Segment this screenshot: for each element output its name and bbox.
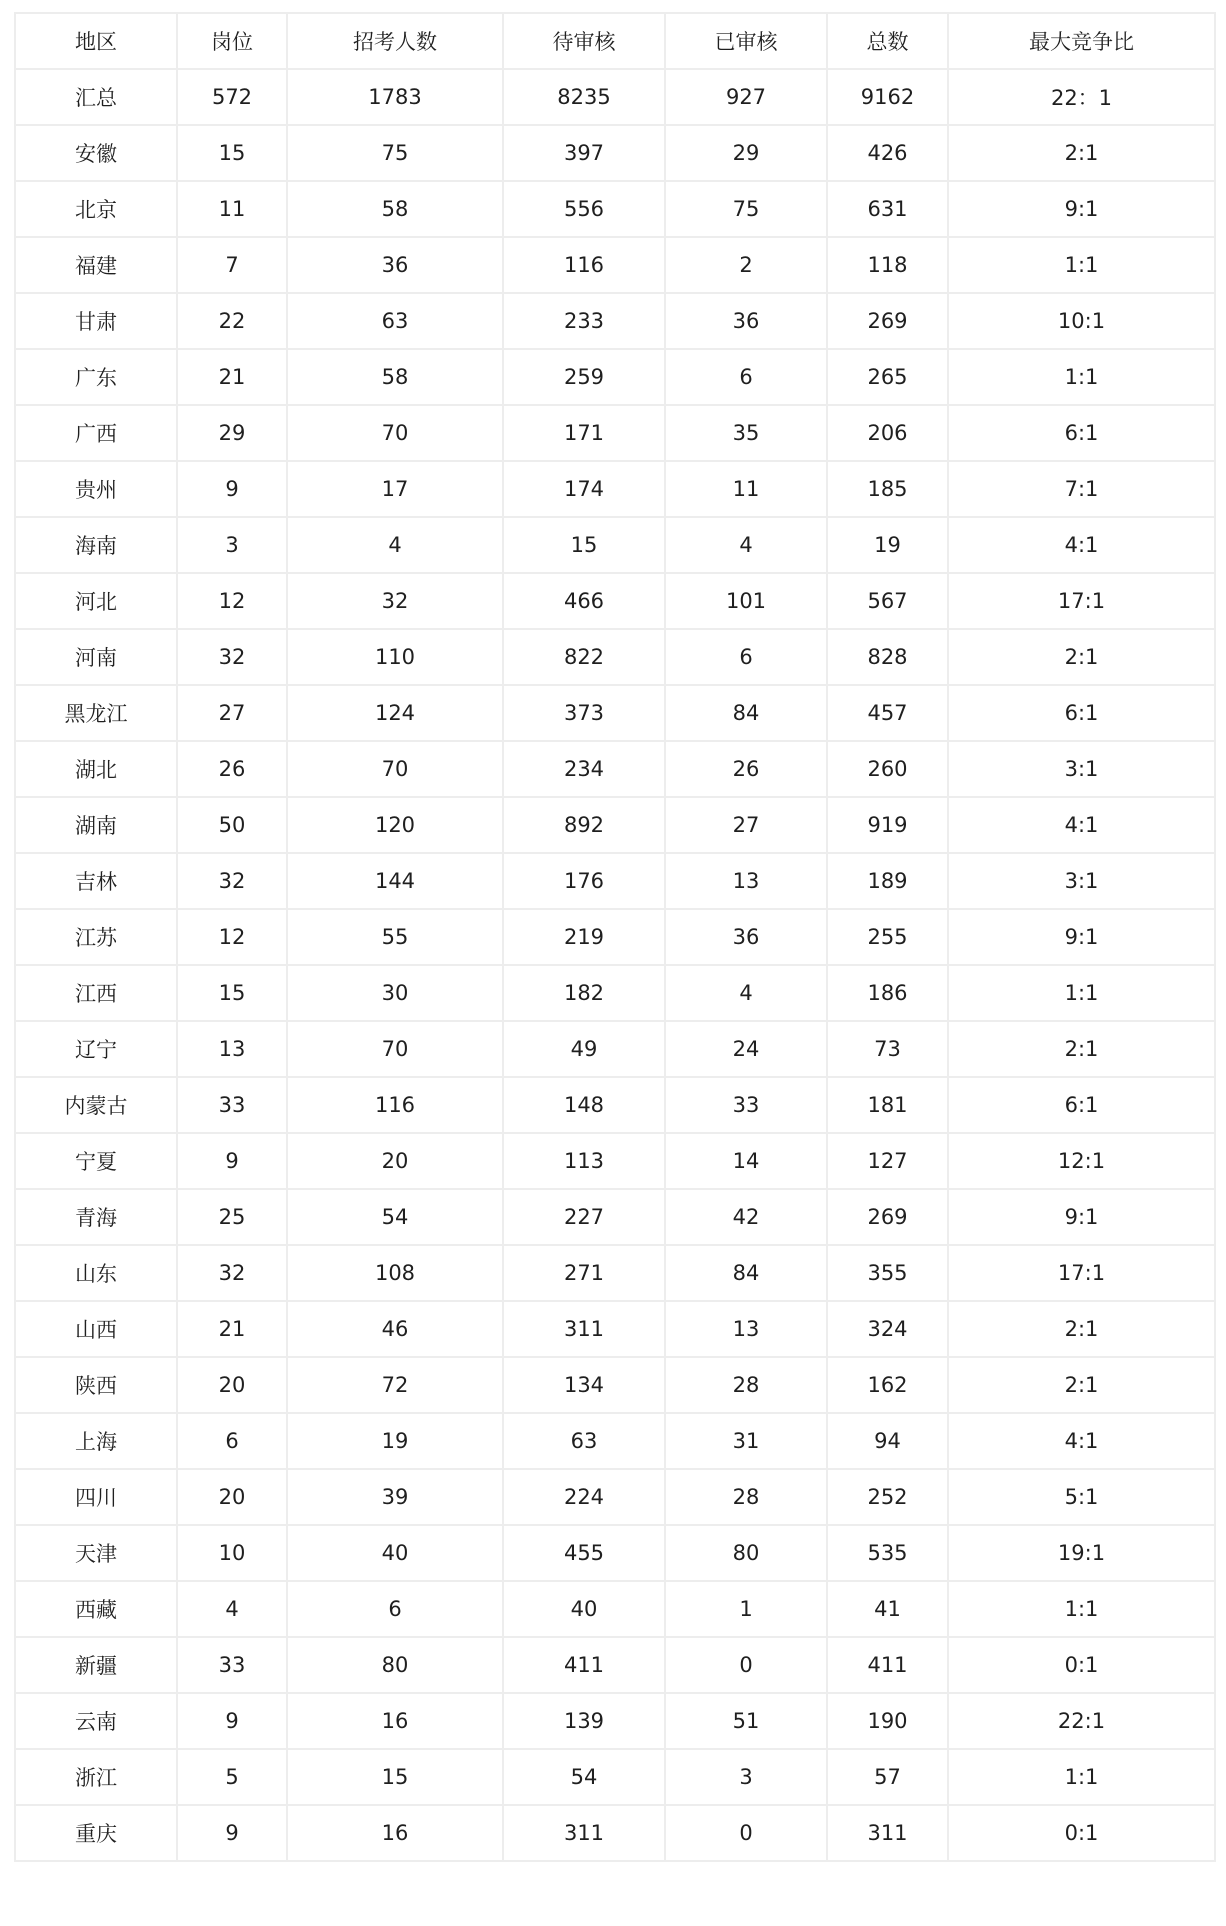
cell-reviewed: 6: [665, 629, 827, 685]
cell-quota: 16: [287, 1693, 503, 1749]
summary-row: [15, 69, 1215, 125]
cell-pending: 139: [503, 1693, 665, 1749]
cell-reviewed: 6: [665, 349, 827, 405]
cell-positions: 12: [177, 573, 287, 629]
cell-max-ratio: 1:1: [948, 1749, 1215, 1805]
cell-pending: 271: [503, 1245, 665, 1301]
cell-region: 黑龙江: [15, 685, 177, 741]
table-row: [15, 797, 1215, 853]
cell-max-ratio: 0:1: [948, 1805, 1215, 1861]
cell-positions: 7: [177, 237, 287, 293]
cell-pending: 311: [503, 1805, 665, 1861]
cell-reviewed: 24: [665, 1021, 827, 1077]
cell-reviewed: 13: [665, 1301, 827, 1357]
header-reviewed: 已审核: [665, 13, 827, 69]
cell-pending: 234: [503, 741, 665, 797]
cell-region: 宁夏: [15, 1133, 177, 1189]
cell-region: 四川: [15, 1469, 177, 1525]
cell-region: 河南: [15, 629, 177, 685]
cell-total: 631: [827, 181, 948, 237]
table-row: [15, 573, 1215, 629]
cell-max-ratio: 2:1: [948, 629, 1215, 685]
cell-reviewed: 29: [665, 125, 827, 181]
table-row: [15, 461, 1215, 517]
cell-region: 福建: [15, 237, 177, 293]
table-row: [15, 1805, 1215, 1861]
cell-region: 甘肃: [15, 293, 177, 349]
cell-reviewed: 33: [665, 1077, 827, 1133]
cell-positions: 6: [177, 1413, 287, 1469]
cell-reviewed: 51: [665, 1693, 827, 1749]
cell-positions: 50: [177, 797, 287, 853]
header-max-ratio: 最大竞争比: [948, 13, 1215, 69]
cell-quota: 6: [287, 1581, 503, 1637]
cell-max-ratio: 19:1: [948, 1525, 1215, 1581]
cell-positions: 9: [177, 1133, 287, 1189]
cell-pending: 113: [503, 1133, 665, 1189]
cell-total: 311: [827, 1805, 948, 1861]
cell-max-ratio: 2:1: [948, 1301, 1215, 1357]
cell-positions: 11: [177, 181, 287, 237]
cell-reviewed: 4: [665, 965, 827, 1021]
cell-max-ratio: 4:1: [948, 1413, 1215, 1469]
cell-reviewed: 2: [665, 237, 827, 293]
cell-max-ratio: 17:1: [948, 1245, 1215, 1301]
table-row: [15, 1021, 1215, 1077]
cell-quota: 15: [287, 1749, 503, 1805]
header-positions: 岗位: [177, 13, 287, 69]
cell-total: 919: [827, 797, 948, 853]
cell-region: 山东: [15, 1245, 177, 1301]
cell-total: 162: [827, 1357, 948, 1413]
cell-positions: 13: [177, 1021, 287, 1077]
cell-quota: 63: [287, 293, 503, 349]
table-row: [15, 349, 1215, 405]
cell-pending: 219: [503, 909, 665, 965]
cell-pending: 182: [503, 965, 665, 1021]
cell-quota: 55: [287, 909, 503, 965]
cell-region: 辽宁: [15, 1021, 177, 1077]
cell-positions: 5: [177, 1749, 287, 1805]
cell-reviewed: 27: [665, 797, 827, 853]
cell-positions: 29: [177, 405, 287, 461]
cell-pending: 373: [503, 685, 665, 741]
cell-region: 河北: [15, 573, 177, 629]
cell-positions: 33: [177, 1077, 287, 1133]
table-row: [15, 1189, 1215, 1245]
cell-quota: 80: [287, 1637, 503, 1693]
table-row: [15, 1357, 1215, 1413]
cell-quota: 54: [287, 1189, 503, 1245]
cell-pending: 892: [503, 797, 665, 853]
cell-total: 260: [827, 741, 948, 797]
cell-total: 324: [827, 1301, 948, 1357]
cell-reviewed: 84: [665, 1245, 827, 1301]
cell-region: 上海: [15, 1413, 177, 1469]
cell-reviewed: 28: [665, 1469, 827, 1525]
cell-quota: 40: [287, 1525, 503, 1581]
table-row: [15, 1525, 1215, 1581]
cell-max-ratio: 2:1: [948, 125, 1215, 181]
cell-positions: 33: [177, 1637, 287, 1693]
table-row: [15, 517, 1215, 573]
cell-region: 湖北: [15, 741, 177, 797]
table-row: [15, 741, 1215, 797]
cell-positions: 26: [177, 741, 287, 797]
cell-region: 西藏: [15, 1581, 177, 1637]
cell-pending: 311: [503, 1301, 665, 1357]
cell-positions: 9: [177, 1693, 287, 1749]
cell-pending: 822: [503, 629, 665, 685]
cell-pending: 411: [503, 1637, 665, 1693]
cell-max-ratio: 2:1: [948, 1357, 1215, 1413]
cell-max-ratio: 12:1: [948, 1133, 1215, 1189]
cell-positions: 32: [177, 629, 287, 685]
cell-region: 江西: [15, 965, 177, 1021]
cell-max-ratio: 22：1: [948, 69, 1215, 125]
cell-positions: 32: [177, 1245, 287, 1301]
cell-max-ratio: 4:1: [948, 797, 1215, 853]
cell-region: 湖南: [15, 797, 177, 853]
cell-max-ratio: 1:1: [948, 237, 1215, 293]
cell-quota: 46: [287, 1301, 503, 1357]
cell-region: 内蒙古: [15, 1077, 177, 1133]
cell-positions: 27: [177, 685, 287, 741]
table-row: [15, 405, 1215, 461]
cell-reviewed: 35: [665, 405, 827, 461]
cell-reviewed: 11: [665, 461, 827, 517]
cell-quota: 19: [287, 1413, 503, 1469]
cell-total: 73: [827, 1021, 948, 1077]
cell-pending: 455: [503, 1525, 665, 1581]
cell-positions: 15: [177, 125, 287, 181]
cell-max-ratio: 3:1: [948, 853, 1215, 909]
cell-reviewed: 84: [665, 685, 827, 741]
cell-region: 广东: [15, 349, 177, 405]
cell-reviewed: 36: [665, 293, 827, 349]
cell-reviewed: 75: [665, 181, 827, 237]
cell-region: 安徽: [15, 125, 177, 181]
header-pending: 待审核: [503, 13, 665, 69]
cell-reviewed: 14: [665, 1133, 827, 1189]
table-row: [15, 909, 1215, 965]
cell-pending: 49: [503, 1021, 665, 1077]
cell-quota: 16: [287, 1805, 503, 1861]
cell-reviewed: 0: [665, 1805, 827, 1861]
header-quota: 招考人数: [287, 13, 503, 69]
cell-total: 57: [827, 1749, 948, 1805]
cell-total: 9162: [827, 69, 948, 125]
cell-quota: 124: [287, 685, 503, 741]
cell-positions: 10: [177, 1525, 287, 1581]
cell-pending: 63: [503, 1413, 665, 1469]
cell-quota: 32: [287, 573, 503, 629]
cell-max-ratio: 9:1: [948, 909, 1215, 965]
cell-positions: 572: [177, 69, 287, 125]
cell-max-ratio: 1:1: [948, 349, 1215, 405]
cell-max-ratio: 4:1: [948, 517, 1215, 573]
cell-max-ratio: 7:1: [948, 461, 1215, 517]
cell-total: 118: [827, 237, 948, 293]
cell-max-ratio: 1:1: [948, 1581, 1215, 1637]
cell-region: 天津: [15, 1525, 177, 1581]
cell-quota: 120: [287, 797, 503, 853]
cell-quota: 70: [287, 1021, 503, 1077]
table-row: [15, 181, 1215, 237]
cell-max-ratio: 5:1: [948, 1469, 1215, 1525]
cell-positions: 21: [177, 1301, 287, 1357]
cell-total: 265: [827, 349, 948, 405]
cell-pending: 466: [503, 573, 665, 629]
cell-positions: 9: [177, 1805, 287, 1861]
recruitment-stats-table: [14, 12, 1216, 1862]
cell-pending: 174: [503, 461, 665, 517]
cell-pending: 148: [503, 1077, 665, 1133]
cell-positions: 3: [177, 517, 287, 573]
cell-total: 535: [827, 1525, 948, 1581]
cell-reviewed: 1: [665, 1581, 827, 1637]
cell-total: 411: [827, 1637, 948, 1693]
table-row: [15, 1749, 1215, 1805]
cell-quota: 144: [287, 853, 503, 909]
cell-max-ratio: 2:1: [948, 1021, 1215, 1077]
cell-max-ratio: 0:1: [948, 1637, 1215, 1693]
cell-max-ratio: 1:1: [948, 965, 1215, 1021]
cell-region: 汇总: [15, 69, 177, 125]
cell-total: 355: [827, 1245, 948, 1301]
cell-positions: 15: [177, 965, 287, 1021]
cell-region: 广西: [15, 405, 177, 461]
cell-pending: 556: [503, 181, 665, 237]
cell-region: 贵州: [15, 461, 177, 517]
cell-pending: 397: [503, 125, 665, 181]
cell-pending: 171: [503, 405, 665, 461]
cell-pending: 224: [503, 1469, 665, 1525]
cell-reviewed: 13: [665, 853, 827, 909]
table-row: [15, 1077, 1215, 1133]
table-row: [15, 629, 1215, 685]
cell-total: 828: [827, 629, 948, 685]
cell-positions: 21: [177, 349, 287, 405]
cell-total: 206: [827, 405, 948, 461]
cell-total: 190: [827, 1693, 948, 1749]
cell-reviewed: 101: [665, 573, 827, 629]
table-row: [15, 293, 1215, 349]
cell-max-ratio: 6:1: [948, 1077, 1215, 1133]
cell-total: 269: [827, 1189, 948, 1245]
cell-reviewed: 42: [665, 1189, 827, 1245]
cell-total: 426: [827, 125, 948, 181]
cell-pending: 176: [503, 853, 665, 909]
cell-total: 94: [827, 1413, 948, 1469]
cell-region: 山西: [15, 1301, 177, 1357]
cell-quota: 1783: [287, 69, 503, 125]
cell-reviewed: 28: [665, 1357, 827, 1413]
cell-total: 269: [827, 293, 948, 349]
cell-max-ratio: 6:1: [948, 685, 1215, 741]
cell-pending: 134: [503, 1357, 665, 1413]
cell-region: 新疆: [15, 1637, 177, 1693]
cell-total: 41: [827, 1581, 948, 1637]
cell-quota: 58: [287, 349, 503, 405]
cell-reviewed: 36: [665, 909, 827, 965]
cell-pending: 259: [503, 349, 665, 405]
table-row: [15, 1133, 1215, 1189]
cell-max-ratio: 10:1: [948, 293, 1215, 349]
cell-total: 19: [827, 517, 948, 573]
cell-quota: 39: [287, 1469, 503, 1525]
cell-pending: 116: [503, 237, 665, 293]
cell-quota: 17: [287, 461, 503, 517]
cell-quota: 30: [287, 965, 503, 1021]
table-row: [15, 685, 1215, 741]
cell-quota: 70: [287, 741, 503, 797]
cell-quota: 108: [287, 1245, 503, 1301]
cell-positions: 12: [177, 909, 287, 965]
cell-reviewed: 80: [665, 1525, 827, 1581]
cell-region: 吉林: [15, 853, 177, 909]
cell-positions: 9: [177, 461, 287, 517]
cell-region: 云南: [15, 1693, 177, 1749]
cell-total: 185: [827, 461, 948, 517]
table-row: [15, 1581, 1215, 1637]
cell-region: 浙江: [15, 1749, 177, 1805]
cell-quota: 75: [287, 125, 503, 181]
cell-positions: 22: [177, 293, 287, 349]
table-container: [14, 12, 1214, 1862]
cell-total: 567: [827, 573, 948, 629]
cell-max-ratio: 22:1: [948, 1693, 1215, 1749]
cell-total: 127: [827, 1133, 948, 1189]
cell-region: 北京: [15, 181, 177, 237]
cell-quota: 72: [287, 1357, 503, 1413]
cell-region: 青海: [15, 1189, 177, 1245]
table-row: [15, 853, 1215, 909]
header-total: 总数: [827, 13, 948, 69]
cell-reviewed: 31: [665, 1413, 827, 1469]
cell-reviewed: 3: [665, 1749, 827, 1805]
table-row: [15, 125, 1215, 181]
cell-positions: 4: [177, 1581, 287, 1637]
cell-region: 海南: [15, 517, 177, 573]
cell-max-ratio: 9:1: [948, 1189, 1215, 1245]
cell-max-ratio: 9:1: [948, 181, 1215, 237]
table-body: [15, 69, 1215, 1861]
cell-positions: 25: [177, 1189, 287, 1245]
cell-total: 457: [827, 685, 948, 741]
cell-region: 重庆: [15, 1805, 177, 1861]
cell-total: 186: [827, 965, 948, 1021]
cell-quota: 116: [287, 1077, 503, 1133]
table-row: [15, 1301, 1215, 1357]
cell-pending: 40: [503, 1581, 665, 1637]
cell-quota: 4: [287, 517, 503, 573]
cell-total: 255: [827, 909, 948, 965]
cell-quota: 36: [287, 237, 503, 293]
cell-reviewed: 4: [665, 517, 827, 573]
table-row: [15, 1693, 1215, 1749]
cell-reviewed: 0: [665, 1637, 827, 1693]
cell-pending: 54: [503, 1749, 665, 1805]
cell-max-ratio: 17:1: [948, 573, 1215, 629]
cell-quota: 20: [287, 1133, 503, 1189]
table-row: [15, 1469, 1215, 1525]
table-row: [15, 1413, 1215, 1469]
table-row: [15, 237, 1215, 293]
header-row: [15, 13, 1215, 69]
cell-reviewed: 26: [665, 741, 827, 797]
cell-total: 181: [827, 1077, 948, 1133]
cell-quota: 70: [287, 405, 503, 461]
table-row: [15, 1637, 1215, 1693]
cell-total: 252: [827, 1469, 948, 1525]
cell-quota: 110: [287, 629, 503, 685]
header-region: 地区: [15, 13, 177, 69]
table-row: [15, 965, 1215, 1021]
table-row: [15, 1245, 1215, 1301]
cell-positions: 32: [177, 853, 287, 909]
cell-pending: 233: [503, 293, 665, 349]
cell-quota: 58: [287, 181, 503, 237]
cell-pending: 227: [503, 1189, 665, 1245]
cell-pending: 8235: [503, 69, 665, 125]
cell-max-ratio: 6:1: [948, 405, 1215, 461]
cell-region: 陕西: [15, 1357, 177, 1413]
cell-reviewed: 927: [665, 69, 827, 125]
cell-max-ratio: 3:1: [948, 741, 1215, 797]
cell-positions: 20: [177, 1357, 287, 1413]
cell-positions: 20: [177, 1469, 287, 1525]
cell-pending: 15: [503, 517, 665, 573]
cell-total: 189: [827, 853, 948, 909]
cell-region: 江苏: [15, 909, 177, 965]
